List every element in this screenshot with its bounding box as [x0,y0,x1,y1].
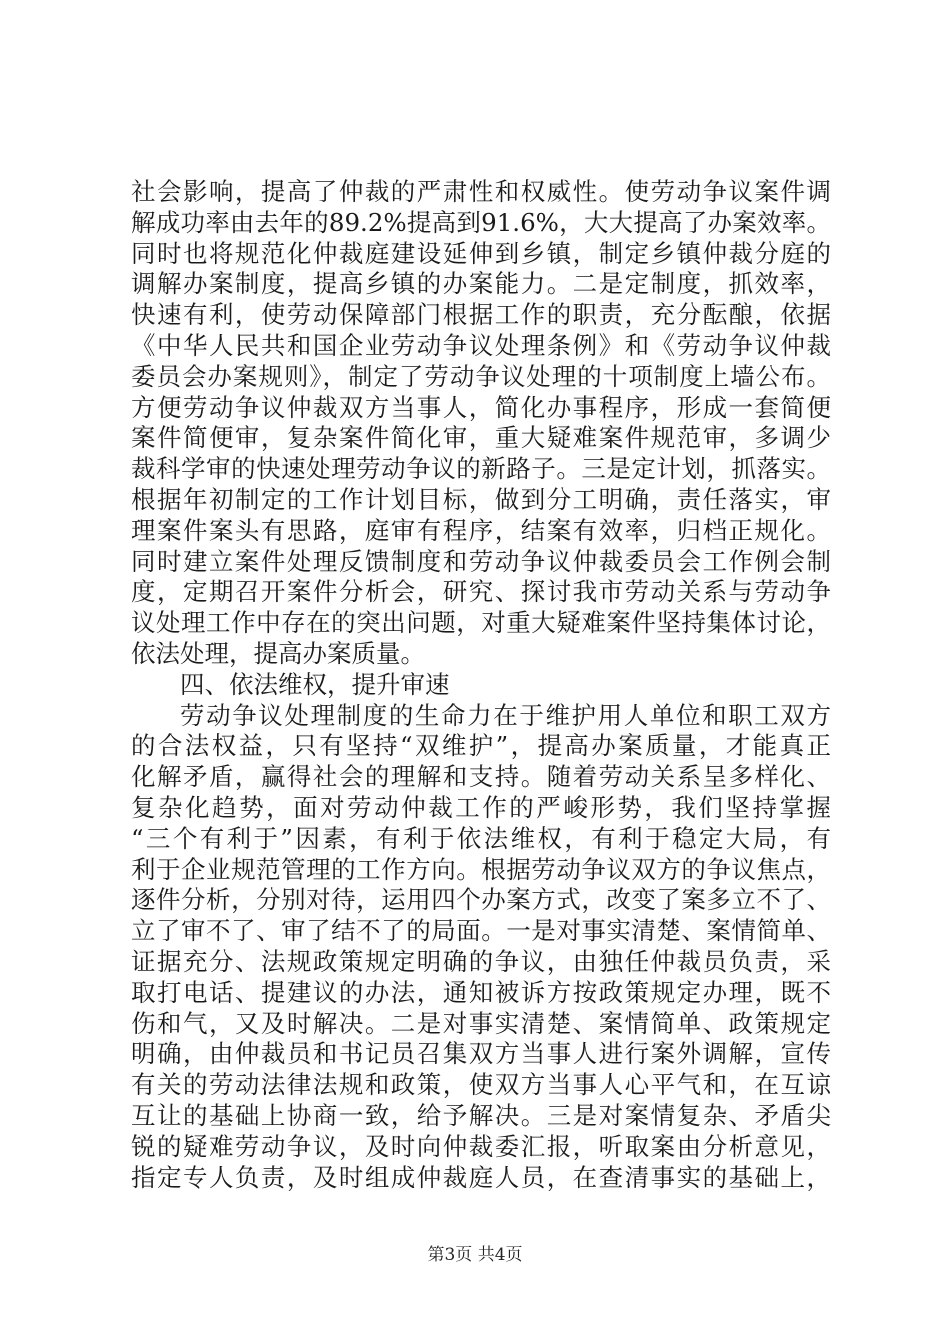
text-line: 解成功率由去年的89.2%提高到91.6%，大大提高了办案效率。 [131,207,831,237]
text-line: 方便劳动争议仲裁双方当事人，简化办事程序，形成一套简便 [131,392,831,422]
text-line: 案件简便审，复杂案件简化审，重大疑难案件规范审，多调少 [131,423,831,453]
text-line: 伤和气，又及时解决。二是对事实清楚、案情简单、政策规定 [131,1008,831,1038]
text-line: “三个有利于”因素，有利于依法维权，有利于稳定大局，有 [131,823,831,853]
text-line: 有关的劳动法律法规和政策，使双方当事人心平气和，在互谅 [131,1070,831,1100]
text-line: 议处理工作中存在的突出问题，对重大疑难案件坚持集体讨论， [131,608,831,638]
text-line: 度，定期召开案件分析会，研究、探讨我市劳动关系与劳动争 [131,577,831,607]
text-line: 委员会办案规则》，制定了劳动争议处理的十项制度上墙公布。 [131,361,831,391]
text-line: 化解矛盾，赢得社会的理解和支持。随着劳动关系呈多样化、 [131,762,831,792]
text-line: 《中华人民共和国企业劳动争议处理条例》和《劳动争议仲裁 [131,330,831,360]
text-line: 理案件案头有思路，庭审有程序，结案有效率，归档正规化。 [131,515,831,545]
text-line: 调解办案制度，提高乡镇的办案能力。二是定制度，抓效率， [131,269,831,299]
text-line: 社会影响，提高了仲裁的严肃性和权威性。使劳动争议案件调 [131,177,831,206]
text-line: 利于企业规范管理的工作方向。根据劳动争议双方的争议焦点， [131,854,831,884]
text-line: 立了审不了、审了结不了的局面。一是对事实清楚、案情简单、 [131,916,831,946]
text-line: 互让的基础上协商一致，给予解决。三是对案情复杂、矛盾尖 [131,1100,831,1130]
text-line: 根据年初制定的工作计划目标，做到分工明确，责任落实，审 [131,484,831,514]
page-footer: 第3页 共4页 [427,1245,523,1265]
text-line: 逐件分析，分别对待，运用四个办案方式，改变了案多立不了、 [131,885,831,915]
text-line: 的合法权益，只有坚持“双维护”，提高办案质量，才能真正 [131,731,831,761]
text-line: 同时建立案件处理反馈制度和劳动争议仲裁委员会工作例会制 [131,546,831,576]
text-line: 证据充分、法规政策规定明确的争议，由独任仲裁员负责，采 [131,946,831,976]
document-body [131,177,831,1193]
text-line: 裁科学审的快速处理劳动争议的新路子。三是定计划，抓落实。 [131,454,831,484]
text-line: 劳动争议处理制度的生命力在于维护用人单位和职工双方 [180,700,831,730]
text-line: 快速有利，使劳动保障部门根据工作的职责，充分酝酿，依据 [131,300,831,330]
text-line: 同时也将规范化仲裁庭建设延伸到乡镇，制定乡镇仲裁分庭的 [131,238,831,268]
text-line: 指定专人负责，及时组成仲裁庭人员，在查清事实的基础上， [131,1162,831,1192]
section-heading: 四、依法维权，提升审速 [180,669,450,699]
text-line: 复杂化趋势，面对劳动仲裁工作的严峻形势，我们坚持掌握 [131,792,831,822]
text-line: 锐的疑难劳动争议，及时向仲裁委汇报，听取案由分析意见， [131,1131,831,1161]
text-line: 取打电话、提建议的办法，通知被诉方按政策规定办理，既不 [131,977,831,1007]
text-line: 依法处理，提高办案质量。 [131,638,425,668]
text-line: 明确，由仲裁员和书记员召集双方当事人进行案外调解，宣传 [131,1039,831,1069]
